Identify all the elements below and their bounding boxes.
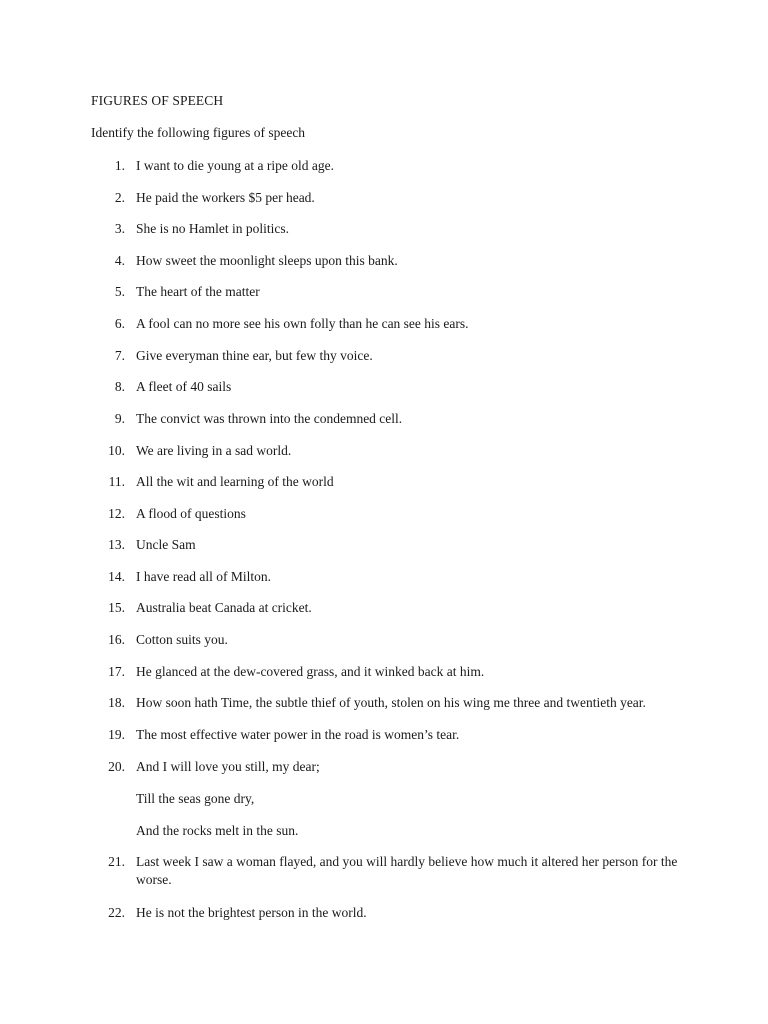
question-number: 7.: [114, 348, 125, 363]
question-number: 10.: [108, 443, 125, 458]
question-number: 21.: [108, 854, 125, 869]
question-text: Give everyman thine ear, but few thy voice.: [136, 348, 373, 363]
question-text: Australia beat Canada at cricket.: [136, 600, 312, 615]
question-text: Cotton suits you.: [136, 632, 228, 647]
question-text: A flood of questions: [136, 506, 246, 521]
question-text: The most effective water power in the road is women’s tear.: [136, 727, 460, 742]
question-text: He is not the brightest person in the world.: [136, 905, 367, 920]
poem-continuation-line: Till the seas gone dry,: [136, 791, 255, 806]
question-number: 1.: [114, 158, 125, 173]
question-number: 2.: [114, 190, 125, 205]
question-text: The convict was thrown into the condemned cell.: [136, 411, 403, 426]
question-number: 4.: [114, 253, 125, 268]
question-number: 22.: [108, 905, 125, 920]
question-number: 9.: [114, 411, 125, 426]
instructions-text: Identify the following figures of speech: [91, 125, 306, 140]
question-text: A fool can no more see his own folly than he can see his ears.: [136, 316, 469, 331]
question-text: A fleet of 40 sails: [136, 379, 232, 394]
question-text: Last week I saw a woman flayed, and you will hardly believe how much it altered her person for the worse.: [136, 854, 678, 887]
question-number: 19.: [108, 727, 125, 742]
question-text: We are living in a sad world.: [136, 443, 292, 458]
document-title: FIGURES OF SPEECH: [91, 93, 224, 108]
question-number: 16.: [108, 632, 125, 647]
question-number: 11.: [108, 474, 125, 489]
question-number: 18.: [108, 695, 125, 710]
question-text: How sweet the moonlight sleeps upon this bank.: [136, 253, 398, 268]
question-text: And I will love you still, my dear;: [136, 759, 320, 774]
question-text: She is no Hamlet in politics.: [136, 221, 289, 236]
question-number: 6.: [114, 316, 125, 331]
question-number: 15.: [108, 600, 125, 615]
question-number: 8.: [114, 379, 125, 394]
question-number: 14.: [108, 569, 125, 584]
question-text: I have read all of Milton.: [136, 569, 271, 584]
question-text: He paid the workers $5 per head.: [136, 190, 315, 205]
question-number: 12.: [108, 506, 125, 521]
question-text: How soon hath Time, the subtle thief of youth, stolen on his wing me three and twentieth year.: [136, 695, 646, 710]
question-text: I want to die young at a ripe old age.: [136, 158, 334, 173]
question-number: 5.: [114, 284, 125, 299]
question-number: 3.: [114, 221, 125, 236]
question-text: All the wit and learning of the world: [136, 474, 334, 489]
question-number: 17.: [108, 664, 125, 679]
question-number: 20.: [108, 759, 125, 774]
question-text: He glanced at the dew-covered grass, and it winked back at him.: [136, 664, 485, 679]
poem-continuation-line: And the rocks melt in the sun.: [136, 823, 299, 838]
question-number: 13.: [108, 537, 125, 552]
question-text: The heart of the matter: [136, 284, 260, 299]
question-text: Uncle Sam: [136, 537, 196, 552]
